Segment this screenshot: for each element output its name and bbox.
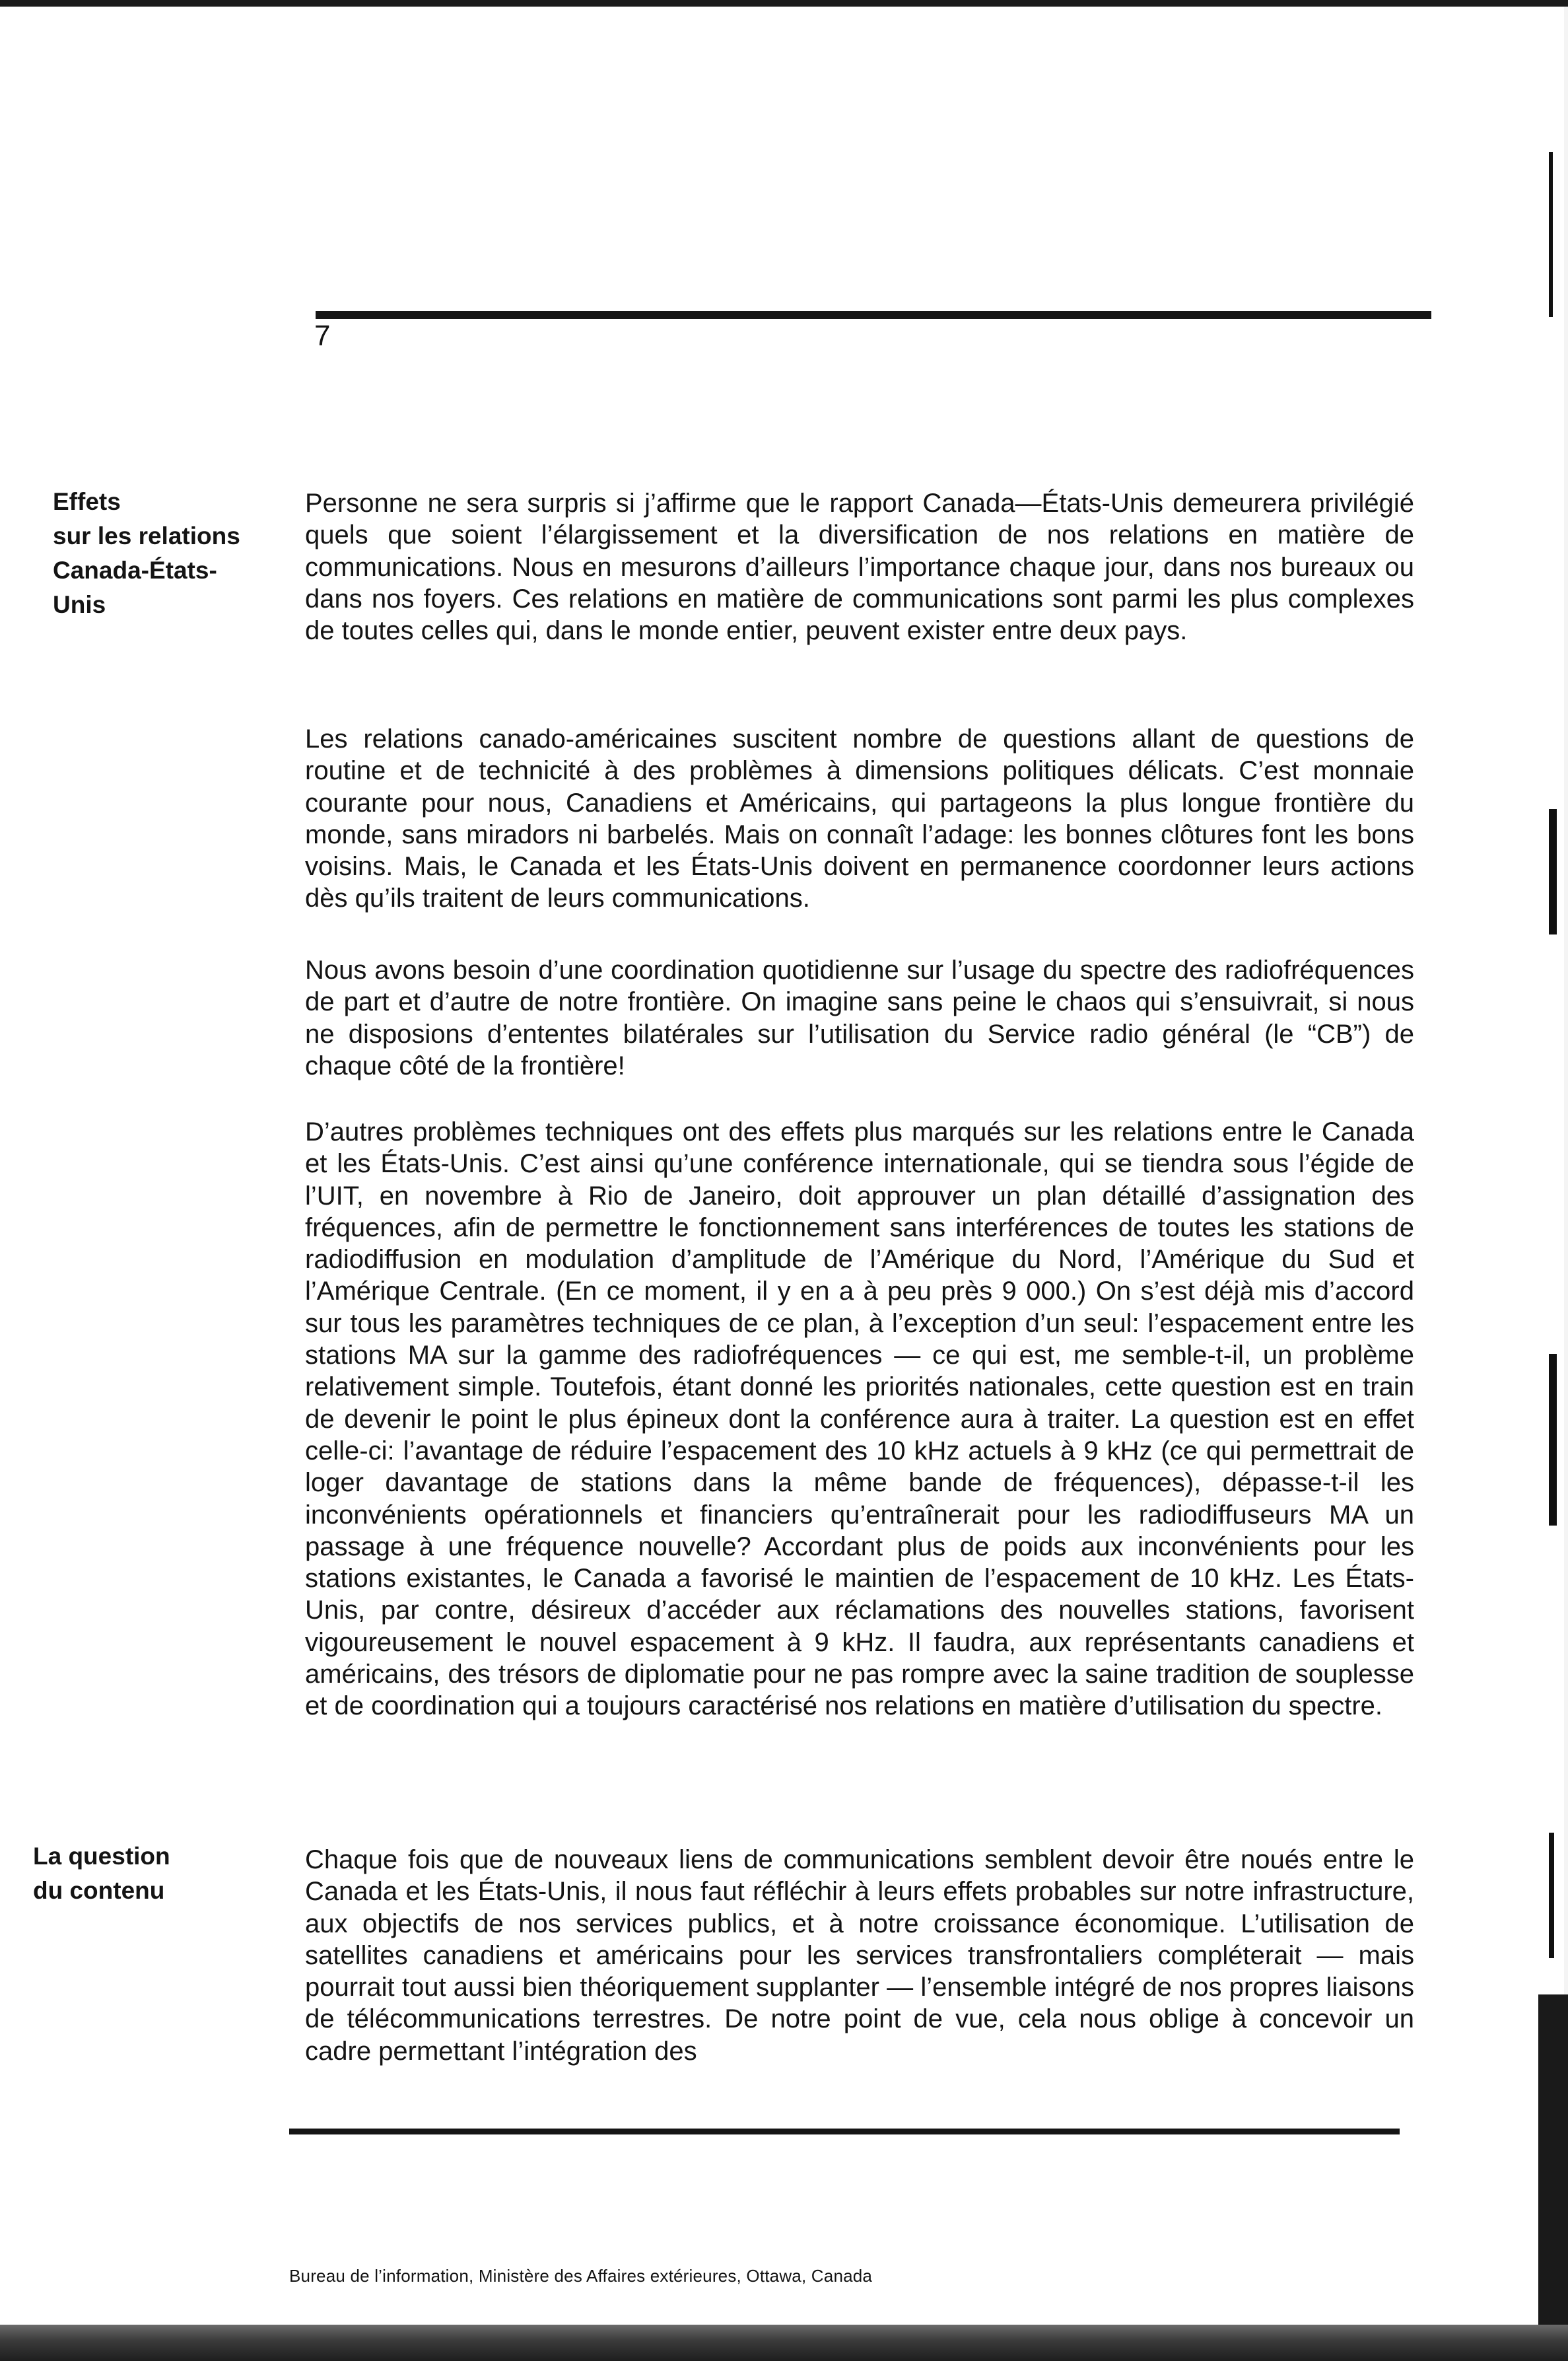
paragraph-3-block bbox=[305, 954, 1414, 1082]
paragraph: Personne ne sera surpris si j’affirme que le rapport Canada—États-Unis demeurera privilégié quels que soient l’élargissement et la diversification de nos relations en matière de communications. Nous en mesurons d’ailleurs l’importance chaque jour, dans nos bureaux ou dans nos foyers. Ces relations en matière de communications sont parmi les plus complexes de toutes celles qui, dans le monde entier, peuvent exister entre deux pays. bbox=[305, 489, 1414, 646]
margin-heading-contenu: La question du contenu bbox=[33, 1843, 170, 1904]
header-rule bbox=[316, 312, 1431, 319]
scan-mark bbox=[1538, 1994, 1568, 2325]
paragraph: Chaque fois que de nouveaux liens de communications semblent devoir être noués entre le Canada et les États-Unis, il nous faut réfléchir à leurs effets probables sur notre infrastructure, aux objectifs de nos services publics, et à notre croissance économique. L’utilisation de satellites canadiens et américains pour les services transfrontaliers compléterait — mais pourrait tout aussi bien théoriquement supplanter — l’ensemble intégré de nos propres liaisons de télécommunications terrestres. De notre point de vue, cela nous oblige à concevoir un cadre permettant l’intégration des bbox=[305, 1845, 1414, 2066]
paragraph: Les relations canado-américaines suscitent nombre de questions allant de questions de routine et de technicité à des problèmes à dimensions politiques délicats. C’est monnaie courante pour nous, Canadiens et Américains, qui partageons la plus longue frontière du monde, sans miradors ni barbelés. Mais on connaît l’adage: les bonnes clôtures font les bons voisins. Mais, le Canada et les États-Unis doivent en permanence coordonner leurs actions dès qu’ils traitent de leurs communications. bbox=[305, 724, 1414, 913]
scan-mark bbox=[1549, 1833, 1554, 1958]
scan-mark bbox=[1549, 809, 1557, 934]
scan-border-top bbox=[0, 0, 1568, 7]
paragraph-2-block bbox=[305, 723, 1414, 915]
paragraph-1-block bbox=[305, 487, 1414, 647]
scan-border-bottom bbox=[0, 2325, 1568, 2361]
scan-border-right bbox=[1564, 7, 1568, 2325]
paragraph-5-block bbox=[305, 1844, 1414, 2067]
page-number: 7 bbox=[314, 320, 331, 352]
margin-heading-effets: Effets sur les relations Canada-États- Unis bbox=[53, 488, 240, 618]
scan-mark bbox=[1549, 152, 1553, 317]
paragraph: D’autres problèmes techniques ont des effets plus marqués sur les relations entre le Canada et les États-Unis. C’est ainsi qu’une conférence internationale, qui se tiendra sous l’égide de l’UIT, en novembre à Rio de Janeiro, doit approuver un plan détaillé d’assignation des fréquences, afin de permettre le fonctionnement sans interférences de toutes les stations de radiodiffusion en modulation d’amplitude de l’Amérique du Nord, l’Amérique du Sud et l’Amérique Centrale. (En ce moment, il y en a à peu près 9 000.) On s’est déjà mis d’accord sur tous les paramètres techniques de ce plan, à l’exception d’un seul: l’espacement entre les stations MA sur la gamme des radiofréquences — ce qui est, me semble-t-il, un problème relativement simple. Toutefois, étant donné les priorités nationales, cette question est en train de devenir le point le plus épineux dont la conférence aura à traiter. La question est en effet celle-ci: l’avantage de réduire l’espacement des 10 kHz actuels à 9 kHz (ce qui permettrait de loger davantage de stations dans la même bande de fréquences), dépasse-t-il les inconvénients opérationnels et financiers qu’entraînerait pour les radiodiffuseurs MA un passage à une fréquence nouvelle? Accordant plus de poids aux inconvénients pour les stations existantes, le Canada a favorisé le maintien de l’espacement de 10 kHz. Les États-Unis, par contre, désireux d’accéder aux réclamations des nouvelles stations, favorisent vigoureusement le nouvel espacement à 9 kHz. Il faudra, aux représentants canadiens et américains, des trésors de diplomatie pour ne pas rompre avec la saine tradition de souplesse et de coordination qui a toujours caractérisé nos relations en matière d’utilisation du spectre. bbox=[305, 1117, 1414, 1721]
paragraph: Nous avons besoin d’une coordination quotidienne sur l’usage du spectre des radiofréquences de part et d’autre de notre frontière. On imagine sans peine le chaos qui s’ensuivrait, si nous ne disposions d’ententes bilatérales sur l’utilisation du Service radio général (le “CB”) de chaque côté de la frontière! bbox=[305, 956, 1414, 1080]
footer-credit: Bureau de l’information, Ministère des Affaires extérieures, Ottawa, Canada bbox=[289, 2266, 873, 2286]
footer-rule bbox=[289, 2129, 1400, 2134]
scan-mark bbox=[1549, 1354, 1557, 1526]
paragraph-4-block bbox=[305, 1116, 1414, 1722]
